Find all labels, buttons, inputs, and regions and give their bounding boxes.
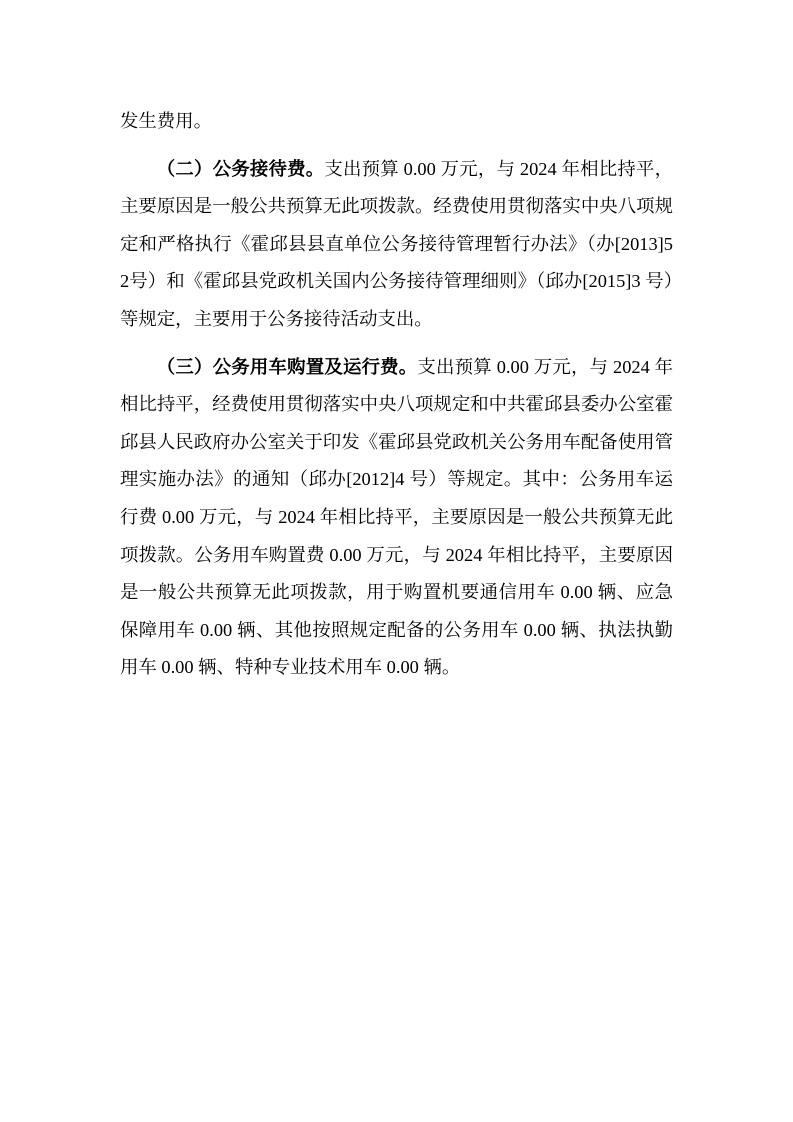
paragraph-lead-bold: （三）公务用车购置及运行费。	[156, 356, 418, 377]
paragraph-body-text: 支出预算 0.00 万元，与 2024 年相比持平，主要原因是一般公共预算无此项拨款。经费使用贯彻落实中央八项规定和严格执行《霍邱县县直单位公务接待管理暂行办法》（办[2013]52号）和《霍邱县党政机关国内公务接待管理细则》（邱办[2015]3 号）等规定，主要用于公务接待活动支出。	[120, 158, 673, 329]
paragraph-body-text: 支出预算 0.00 万元，与 2024 年相比持平，经费使用贯彻落实中央八项规定和中共霍邱县委办公室霍邱县人民政府办公室关于印发《霍邱县党政机关公务用车配备使用管理实施办法》的通知（邱办[2012]4 号）等规定。其中：公务用车运行费 0.00 万元，与 2024 年相比持平，主要原因是一般公共预算无此项拨款。公务用车购置费 0.00 万元，与 2024 年相比持平，主要原因是一般公共预算无此项拨款，用于购置机要通信用车 0.00 辆、应急保障用车 0.00 辆、其他按照规定配备的公务用车 0.00 辆、执法执勤用车 0.00 辆、特种专业技术用车 0.00 辆。	[120, 356, 673, 678]
paragraph-body-text: 发生费用。	[120, 111, 212, 131]
paragraph-lead-bold: （二）公务接待费。	[156, 158, 325, 179]
paragraph-vehicle-fee	[120, 349, 673, 687]
paragraph-reception-fee	[120, 151, 673, 339]
paragraph-fee-continuation	[120, 103, 673, 141]
